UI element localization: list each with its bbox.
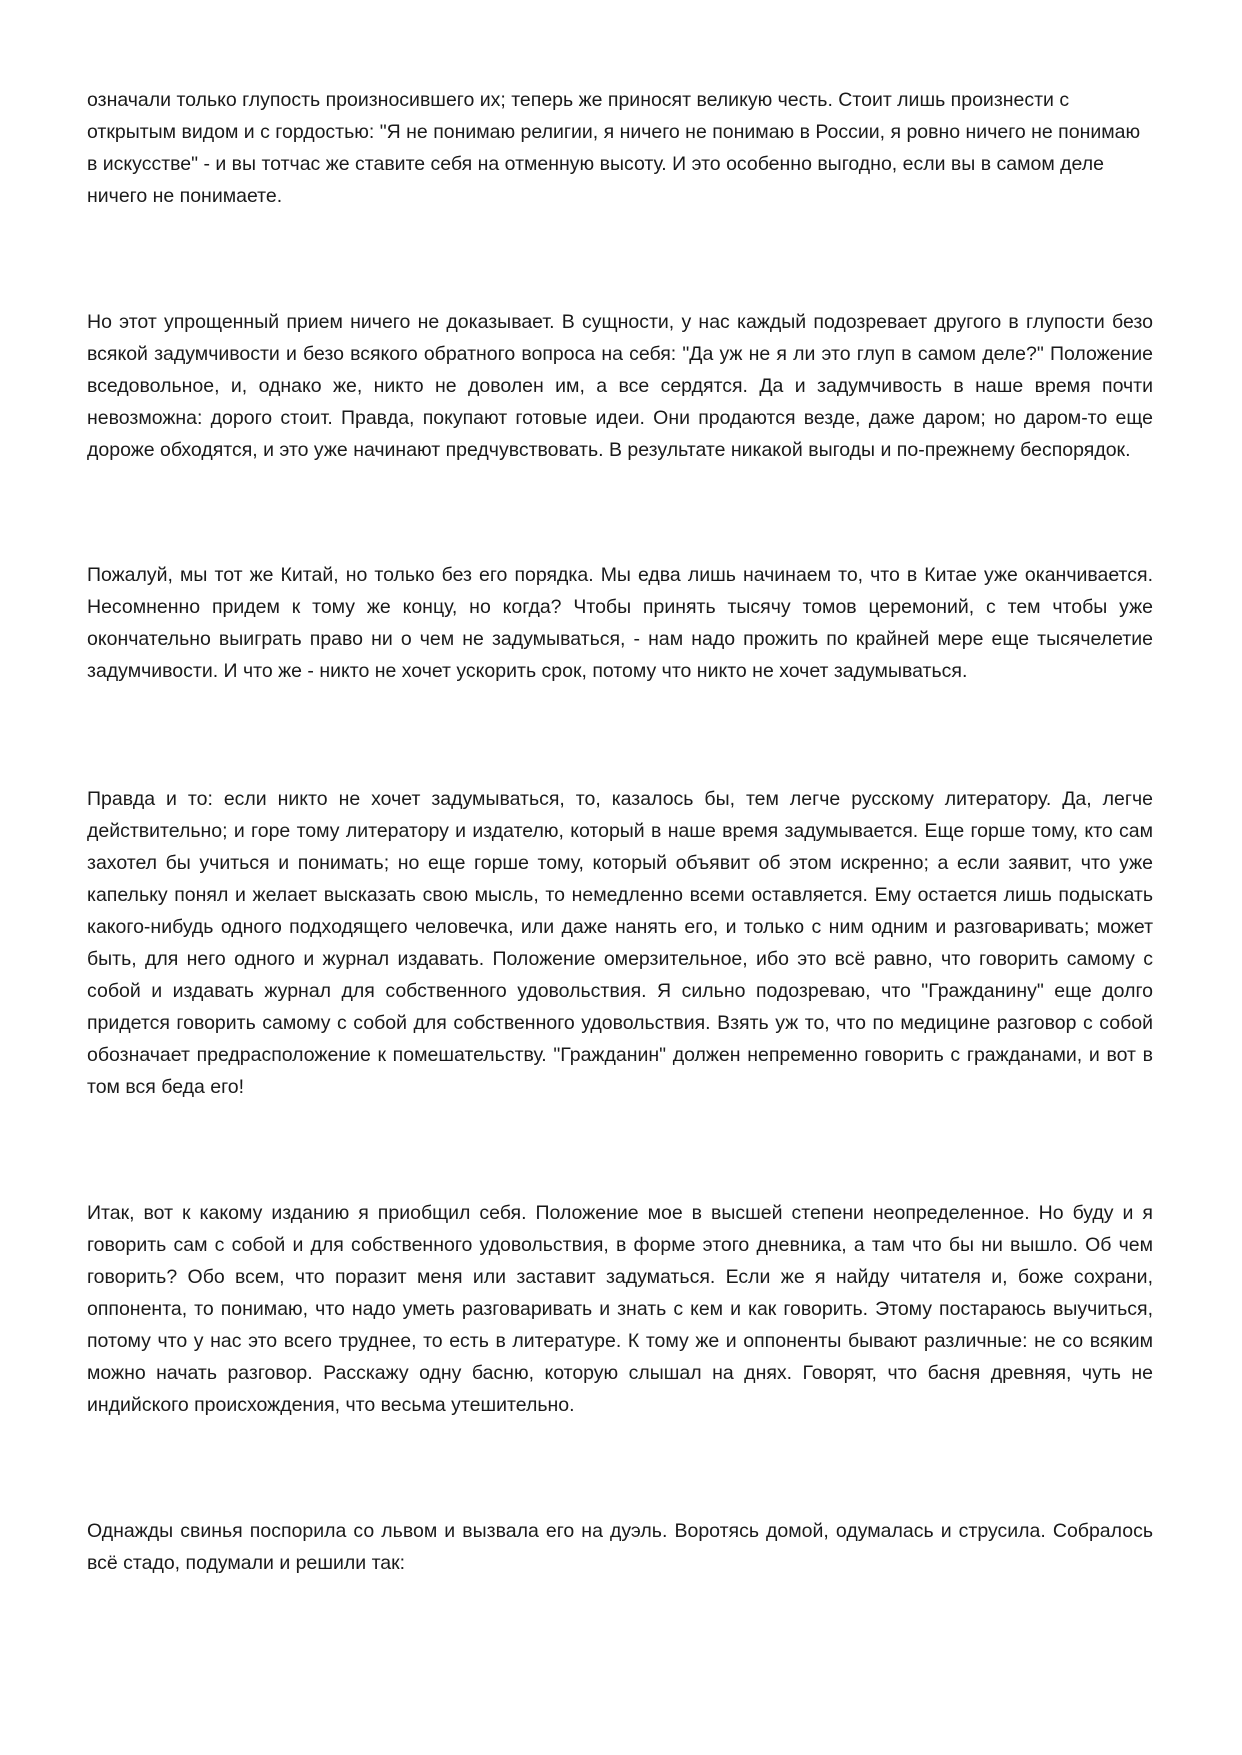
document-page: [87, 84, 1153, 1579]
paragraph-3: Пожалуй, мы тот же Китай, но только без его порядка. Мы едва лишь начинаем то, что в Китае уже оканчивается. Несомненно придем к тому же концу, но когда? Чтобы принять тысячу томов церемоний, с тем чтобы уже окончательно выиграть право ни о чем не задумываться, - нам надо прожить по крайней мере еще тысячелетие задумчивости. И что же - никто не хочет ускорить срок, потому что никто не хочет задумываться.: [87, 564, 1153, 682]
paragraph-6: Однажды свинья поспорила со львом и вызвала его на дуэль. Воротясь домой, одумалась и струсила. Собралось всё стадо, подумали и решили так:: [87, 1520, 1153, 1574]
paragraph-4: Правда и то: если никто не хочет задумываться, то, казалось бы, тем легче русскому литератору. Да, легче действительно; и горе тому литератору и издателю, который в наше время задумывается. Еще горше тому, кто сам захотел бы учиться и понимать; но еще горше тому, который объявит об этом искренно; а если заявит, что уже капельку понял и желает высказать свою мысль, то немедленно всеми оставляется. Ему остается лишь подыскать какого-нибудь одного подходящего человечка, или даже нанять его, и только с ним одним и разговаривать; может быть, для него одного и журнал издавать. Положение омерзительное, ибо это всё равно, что говорить самому с собой и издавать журнал для собственного удовольствия. Я сильно подозреваю, что "Гражданину" еще долго придется говорить самому с собой для собственного удовольствия. Взять уж то, что по медицине разговор с собой обозначает предрасположение к помешательству. "Гражданин" должен непременно говорить с гражданами, и вот в том вся беда его!: [87, 788, 1153, 1098]
paragraph-2: Но этот упрощенный прием ничего не доказывает. В сущности, у нас каждый подозревает другого в глупости безо всякой задумчивости и безо всякого обратного вопроса на себя: "Да уж не я ли это глуп в самом деле?" Положение вседовольное, и, однако же, никто не доволен им, а все сердятся. Да и задумчивость в наше время почти невозможна: дорого стоит. Правда, покупают готовые идеи. Они продаются везде, даже даром; но даром-то еще дороже обходятся, и это уже начинают предчувствовать. В результате никакой выгоды и по-прежнему беспорядок.: [87, 311, 1153, 461]
paragraph-5: Итак, вот к какому изданию я приобщил себя. Положение мое в высшей степени неопределенное. Но буду и я говорить сам с собой и для собственного удовольствия, в форме этого дневника, а там что бы ни вышло. Об чем говорить? Обо всем, что поразит меня или заставит задуматься. Если же я найду читателя и, боже сохрани, оппонента, то понимаю, что надо уметь разговаривать и знать с кем и как говорить. Этому постараюсь выучиться, потому что у нас это всего труднее, то есть в литературе. К тому же и оппоненты бывают различные: не со всяким можно начать разговор. Расскажу одну басню, которую слышал на днях. Говорят, что басня древняя, чуть не индийского происхождения, что весьма утешительно.: [87, 1202, 1153, 1416]
paragraph-1: означали только глупость произносившего их; теперь же приносят великую честь. Стоит лишь произнести с открытым видом и с гордостью: "Я не понимаю религии, я ничего не понимаю в России, я ровно ничего не понимаю в искусстве" - и вы тотчас же ставите себя на отменную высоту. И это особенно выгодно, если вы в самом деле ничего не понимаете.: [87, 89, 1141, 207]
